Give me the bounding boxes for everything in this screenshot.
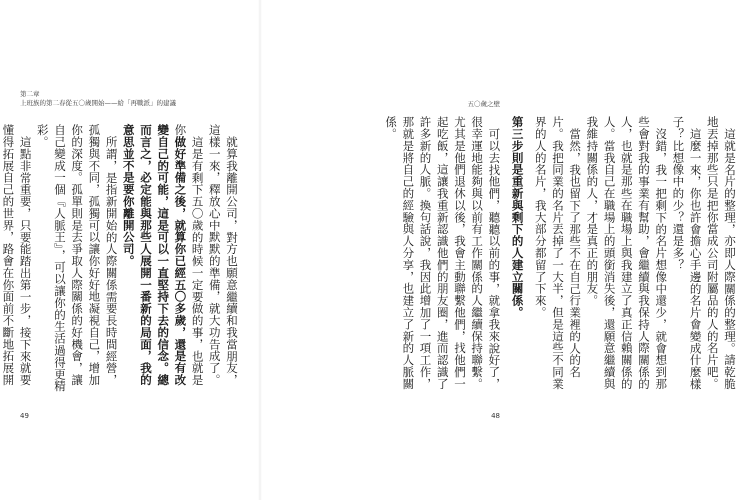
section-heading: 第三步則是重新與剩下的人建立關係。 xyxy=(510,116,525,319)
paragraph: 就算我離開公司，對方也願意繼續和我當朋友，這樣一來，釋放心中默默的準備，就大功告成了。 xyxy=(207,124,239,386)
right-body-text xyxy=(384,116,738,394)
left-body-text xyxy=(1,124,240,396)
paragraph: 沒錯，我一把剩下的名片想像中還少，就會想到那些會對我的事業有幫助，會繼續與我保持人際關係的人，也就是那些在職場上與我建立了真正信賴關係的人。當我自己在職場上的頭銜消失後，還願意繼續與我維持關係的人，才是真正的朋友。 xyxy=(585,116,669,390)
paragraph: 這點非常重要，只要能踏出第一步，接下來就要懂得拓展自己的世界，路會在你面前不斷地拓展開 xyxy=(1,124,33,386)
paragraph-lead: 這是有剩下五〇歲的時候一定要做的事，也就是你 xyxy=(173,124,205,386)
emphasis-text: 做好準備之後，就算你已經五〇多歲，還是有改變自己的可能，這是可以一直堅持下去的信念。總而言之，必定能與那些人展開一番新的局面，我的意思並不是要你離開公司。 xyxy=(121,124,188,386)
chapter-label: 第二章 xyxy=(20,90,40,98)
left-running-head xyxy=(20,90,176,108)
paragraph: 這麼一來，你也許會擔心手邊的名片會變成什麼樣子？比想像中的少？還是多？ xyxy=(671,116,703,390)
left-page xyxy=(0,0,260,500)
right-page-number: 48 xyxy=(491,412,500,420)
paragraph: 可以去找他們，聽聽以前的事，就拿我來說好了，很幸運地能夠與以前有工作關係的人繼續保持聯繫。尤其是他們退休以後，我會主動聯繫他們，找他們一起吃飯，這讓我重新認識他們的朋友圈，進而認識了許多新的人脈。換句話說，我因此增加了一項工作，那就是將自己的經驗與人分享，也建立了新的人脈關係。 xyxy=(384,116,502,390)
paragraph xyxy=(120,124,206,396)
right-page xyxy=(260,0,737,500)
right-running-head: 五〇歲之壁 xyxy=(467,100,500,108)
chapter-subtitle: 上班族的第二春從五〇歲開始——給「再戰派」的建議 xyxy=(20,99,176,107)
paragraph: 所謂，是指新開始的人際關係需要長時間經營，孤獨與不同，孤獨可以讓你好好地凝視自己，增加你的深度。孤單則是去爭取人際關係的好機會，讓自己變成一個『人脈王』，可以讓你的生活過得更精彩。 xyxy=(35,124,119,392)
paragraph: 當然，我也留下了那些不在自己行業裡的人的名片。我把同業的名片丟掉了一大半，但是這些不同業界的人的名片，我大部分都留了下來。 xyxy=(533,116,583,390)
paragraph: 這就是名片的整理，亦即人際關係的整理。請乾脆地丟掉那些只是把你當成公司附屬品的人的名片吧。 xyxy=(705,116,737,390)
left-page-number: 49 xyxy=(20,412,29,420)
